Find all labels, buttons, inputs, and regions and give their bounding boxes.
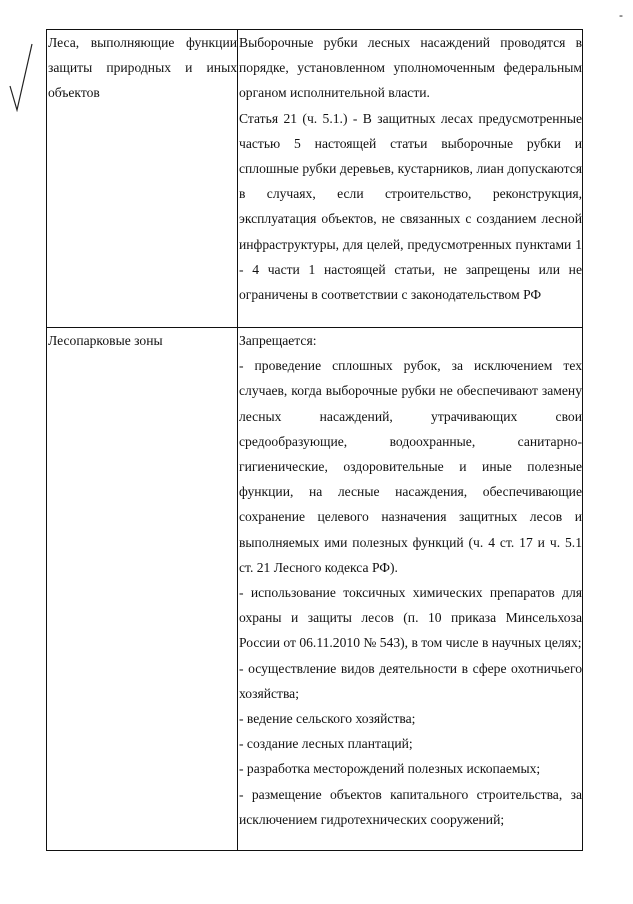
prohibition-item: - проведение сплошных рубок, за исключением тех случаев, когда выборочные рубки не обеспечивают замену лесных насаждений, утрачивающих свои средообразующие, водоохранные, санитарно-гигиенические, оздоровительные и иные полезные функции, на лесные насаждения, обеспечивающие сохранение целевого назначения защитных лесов и выполняемых ими полезных функций (ч. 4 ст. 17 и ч. 5.1 ст. 21 Лесного кодекса РФ).	[239, 358, 582, 575]
regulation-paragraph: Выборочные рубки лесных насаждений проводятся в порядке, установленном уполномоченным федеральным органом исполнительной власти.	[239, 35, 582, 101]
regulation-paragraph: Статья 21 (ч. 5.1.) - В защитных лесах предусмотренные частью 5 настоящей статьи выборочные рубки и сплошные рубки деревьев, кустарников, лиан допускаются в случаях, если строительство, реконструкция, эксплуатация объектов, не связанных с созданием лесной инфраструктуры, для целей, предусмотренных пунктами 1 - 4 части 1 настоящей статьи, не запрещены или не ограничены в соответствии с законодательством РФ	[239, 110, 582, 303]
handwritten-check-mark	[8, 42, 34, 112]
forest-zone-cell	[47, 30, 238, 328]
corner-dash-mark: -	[619, 8, 623, 22]
regulation-cell	[238, 328, 583, 851]
table-row	[47, 328, 583, 851]
prohibited-heading: Запрещается:	[239, 333, 317, 348]
table-row	[47, 30, 583, 328]
prohibition-item: - ведение сельского хозяйства;	[239, 711, 416, 727]
prohibition-item: - размещение объектов капитального строительства, за исключением гидротехнических сооружений;	[239, 786, 582, 827]
prohibition-item: - создание лесных плантаций;	[239, 736, 413, 752]
forest-zone-label: Леса, выполняющие функции защиты природных и иных объектов	[48, 35, 237, 101]
prohibition-item: - осуществление видов деятельности в сфере охотничьего хозяйства;	[239, 660, 582, 701]
prohibition-item: - разработка месторождений полезных ископаемых;	[239, 761, 541, 777]
prohibition-item: - использование токсичных химических препаратов для охраны и защиты лесов (п. 10 приказа Минсельхоза России от 06.11.2010 № 543), в том числе в научных целях;	[239, 585, 582, 651]
forest-zone-label: Лесопарковые зоны	[48, 333, 163, 348]
forest-zone-cell	[47, 328, 238, 851]
forest-regulations-table	[46, 29, 583, 851]
regulation-cell	[238, 30, 583, 328]
